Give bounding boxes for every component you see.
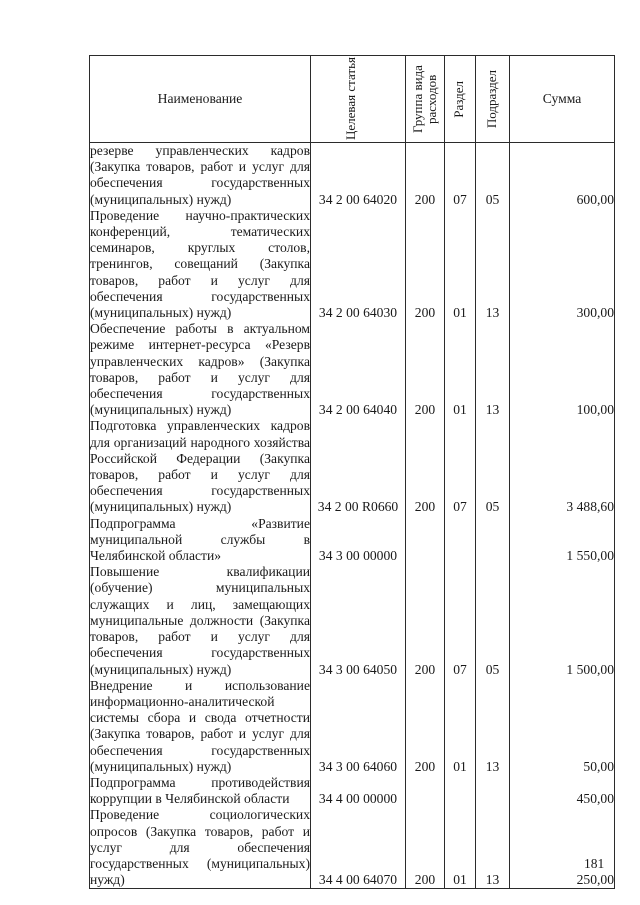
row-subsection: 13 — [476, 208, 510, 321]
row-sum: 600,00 — [510, 143, 615, 208]
header-code — [311, 56, 406, 143]
row-section: 07 — [445, 418, 476, 515]
row-code: 34 3 00 64060 — [311, 678, 406, 775]
row-code: 34 2 00 64040 — [311, 321, 406, 418]
table-row — [90, 418, 615, 515]
table-row — [90, 143, 615, 208]
row-code: 34 3 00 00000 — [311, 516, 406, 565]
row-subsection: 05 — [476, 564, 510, 677]
page-number: 181 — [584, 856, 605, 871]
row-name: Подпрограмма противодействия коррупции в Челябинской области — [90, 774, 310, 807]
row-code: 34 3 00 64050 — [311, 564, 406, 677]
row-subsection: 13 — [476, 678, 510, 775]
header-subsection — [476, 56, 510, 143]
row-sum: 250,00 — [510, 807, 615, 889]
row-code: 34 2 00 64030 — [311, 208, 406, 321]
header-sum-text: Сумма — [542, 91, 582, 106]
row-subsection: 05 — [476, 418, 510, 515]
row-group: 200 — [406, 807, 445, 889]
header-section — [445, 56, 476, 143]
row-subsection — [476, 516, 510, 565]
row-name: Проведение научно-практических конференций, тематических семинаров, круглых столов, тренингов, совещаний (Закупка товаров, работ и услуг для обеспечения государственных (муниципальных) нужд) — [90, 207, 310, 321]
row-subsection: 05 — [476, 143, 510, 208]
row-sum: 3 488,60 — [510, 418, 615, 515]
row-code: 34 2 00 64020 — [311, 143, 406, 208]
header-section-text: Раздел — [451, 80, 466, 118]
row-code: 34 2 00 R0660 — [311, 418, 406, 515]
table-row — [90, 775, 615, 807]
row-name: Подпрограмма «Развитие муниципальной службы в Челябинской области» — [90, 515, 310, 564]
header-subsection-text: Подраздел — [483, 69, 499, 129]
row-name: резерве управленческих кадров (Закупка товаров, работ и услуг для обеспечения государственных (муниципальных) нужд) — [90, 143, 310, 207]
row-section: 07 — [445, 564, 476, 677]
table-row — [90, 678, 615, 775]
row-group: 200 — [406, 321, 445, 418]
row-section — [445, 775, 476, 807]
row-section: 07 — [445, 143, 476, 208]
table-row — [90, 564, 615, 677]
row-section: 01 — [445, 678, 476, 775]
row-group: 200 — [406, 678, 445, 775]
row-name: Внедрение и использование информационно-аналитической системы сбора и свода отчетности (Закупка товаров, работ и услуг для обеспечения государственных (муниципальных) нужд) — [90, 677, 310, 774]
row-group — [406, 516, 445, 565]
row-group: 200 — [406, 418, 445, 515]
header-code-text: Целевая статья — [343, 57, 358, 141]
table-row — [90, 208, 615, 321]
row-sum: 50,00 — [510, 678, 615, 775]
row-subsection — [476, 775, 510, 807]
row-section — [445, 516, 476, 565]
row-code: 34 4 00 00000 — [311, 775, 406, 807]
row-subsection: 13 — [476, 321, 510, 418]
row-name: Обеспечение работы в актуальном режиме интернет-ресурса «Резерв управленческих кадров» (Закупка товаров, работ и услуг для обеспечения государственных (муниципальных) нужд) — [90, 321, 310, 418]
row-sum: 100,00 — [510, 321, 615, 418]
table-header-row — [90, 56, 615, 143]
row-name: Подготовка управленческих кадров для организаций народного хозяйства Российской Федерации (Закупка товаров, работ и услуг для обеспечения государственных (муниципальных) нужд) — [90, 418, 310, 515]
row-group: 200 — [406, 208, 445, 321]
row-section: 01 — [445, 208, 476, 321]
row-sum: 1 550,00 — [510, 516, 615, 565]
header-group-text: Группа вида расходов — [410, 65, 439, 133]
row-code: 34 4 00 64070 — [311, 807, 406, 889]
row-group: 200 — [406, 564, 445, 677]
row-name: Проведение социологических опросов (Закупка товаров, работ и услуг для обеспечения государственных (муниципальных) нужд) — [90, 807, 310, 888]
row-section: 01 — [445, 807, 476, 889]
row-section: 01 — [445, 321, 476, 418]
row-name: Повышение квалификации (обучение) муниципальных служащих и лиц, замещающих муниципальные должности (Закупка товаров, работ и услуг для обеспечения государственных (муниципальных) нужд) — [90, 564, 310, 677]
header-sum — [510, 56, 615, 143]
table-row — [90, 807, 615, 889]
row-sum: 1 500,00 — [510, 564, 615, 677]
budget-table — [89, 55, 615, 889]
row-sum: 450,00 — [510, 775, 615, 807]
row-group — [406, 775, 445, 807]
header-group — [406, 56, 445, 143]
table-row — [90, 516, 615, 565]
row-sum: 300,00 — [510, 208, 615, 321]
row-group: 200 — [406, 143, 445, 208]
header-name-text: Наименование — [157, 91, 243, 106]
table-row — [90, 321, 615, 418]
row-subsection: 13 — [476, 807, 510, 889]
header-name — [90, 56, 311, 143]
